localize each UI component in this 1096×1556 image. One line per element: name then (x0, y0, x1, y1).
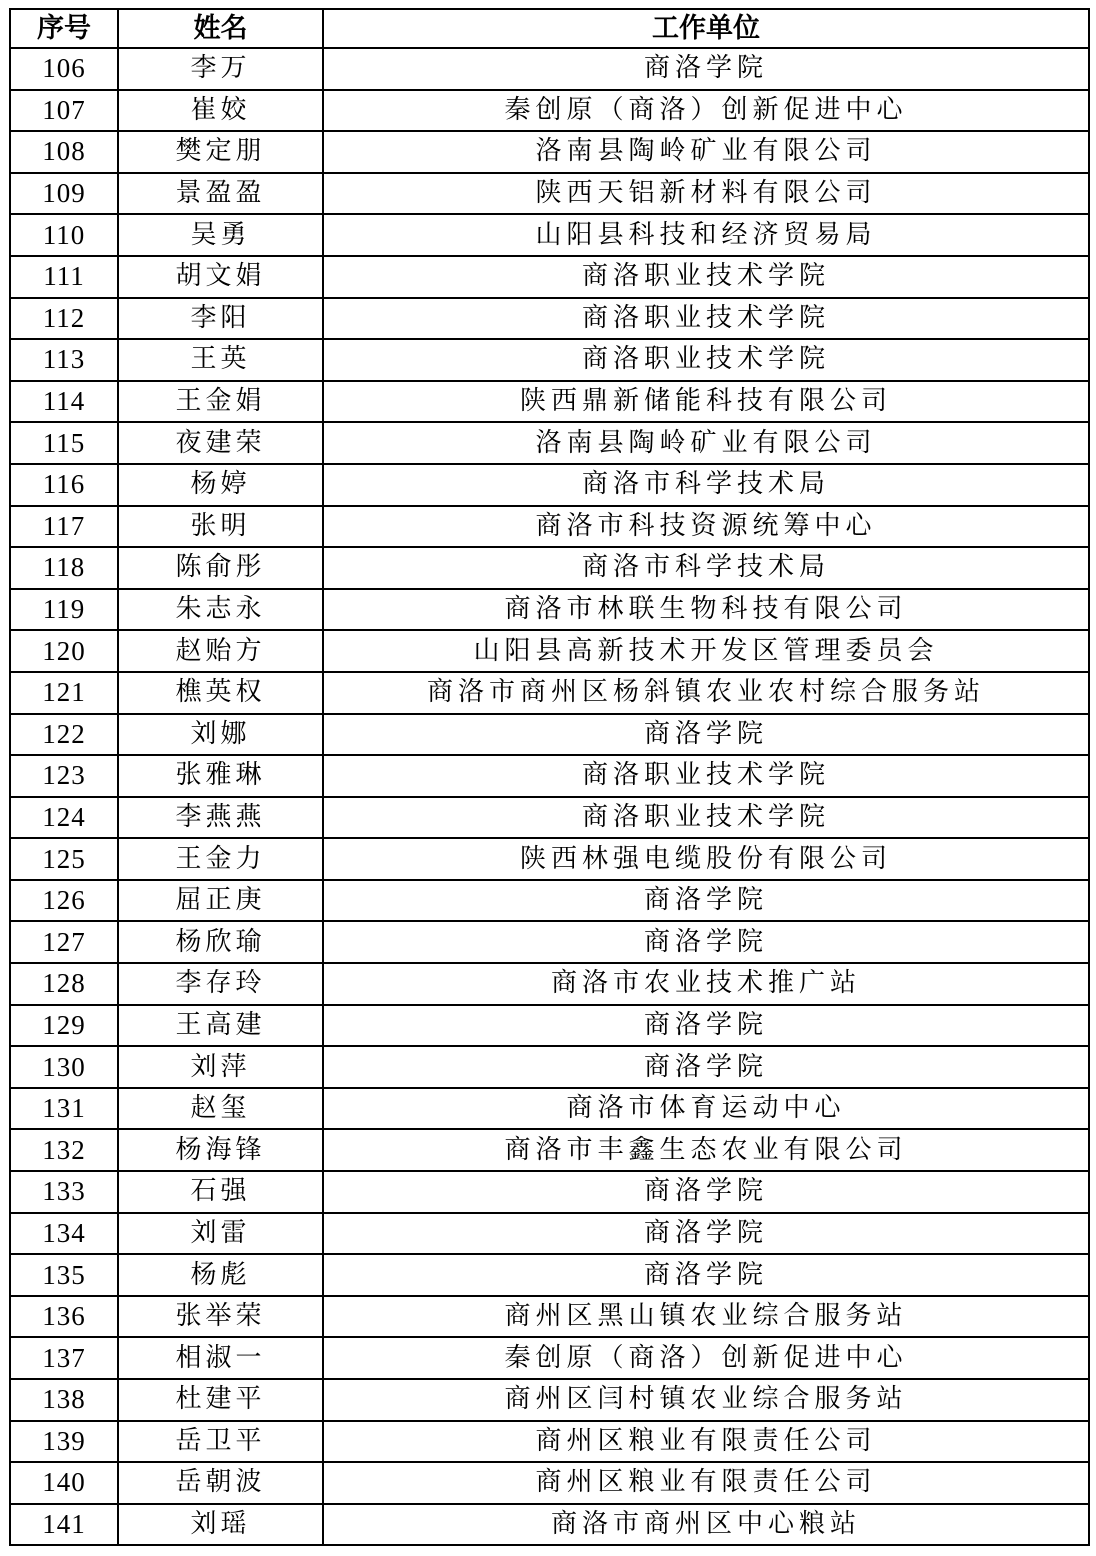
row-number: 121 (10, 672, 118, 714)
work-unit: 商洛职业技术学院 (323, 797, 1089, 839)
work-unit: 秦创原（商洛）创新促进中心 (323, 90, 1089, 132)
table-row (10, 173, 1089, 215)
person-name: 樵英权 (118, 672, 323, 714)
row-number: 135 (10, 1254, 118, 1296)
person-name: 吴勇 (118, 214, 323, 256)
person-name: 景盈盈 (118, 173, 323, 215)
table-row (10, 755, 1089, 797)
table-row (10, 1421, 1089, 1463)
work-unit: 陕西林强电缆股份有限公司 (323, 838, 1089, 880)
table-row (10, 838, 1089, 880)
work-unit: 秦创原（商洛）创新促进中心 (323, 1337, 1089, 1379)
header-organization: 工作单位 (323, 9, 1089, 48)
table-row (10, 381, 1089, 423)
person-name: 刘娜 (118, 714, 323, 756)
row-number: 131 (10, 1088, 118, 1130)
table-row (10, 131, 1089, 173)
person-name: 张雅琳 (118, 755, 323, 797)
row-number: 111 (10, 256, 118, 298)
table-row (10, 672, 1089, 714)
person-name: 杨婷 (118, 464, 323, 506)
row-number: 110 (10, 214, 118, 256)
table-header (10, 9, 1089, 48)
person-name: 崔姣 (118, 90, 323, 132)
row-number: 140 (10, 1462, 118, 1504)
table-row (10, 547, 1089, 589)
table-row (10, 1379, 1089, 1421)
row-number: 137 (10, 1337, 118, 1379)
work-unit: 商洛学院 (323, 1213, 1089, 1255)
work-unit: 商洛市农业技术推广站 (323, 963, 1089, 1005)
work-unit: 商洛市商州区中心粮站 (323, 1504, 1089, 1546)
person-name: 胡文娟 (118, 256, 323, 298)
work-unit: 陕西天铝新材料有限公司 (323, 173, 1089, 215)
row-number: 129 (10, 1005, 118, 1047)
person-name: 陈俞彤 (118, 547, 323, 589)
row-number: 119 (10, 589, 118, 631)
work-unit: 陕西鼎新储能科技有限公司 (323, 381, 1089, 423)
person-name: 张举荣 (118, 1296, 323, 1338)
table-row (10, 1005, 1089, 1047)
work-unit: 商州区粮业有限责任公司 (323, 1462, 1089, 1504)
table-row (10, 1088, 1089, 1130)
person-name: 李万 (118, 48, 323, 90)
table-row (10, 48, 1089, 90)
person-name: 李燕燕 (118, 797, 323, 839)
person-name: 王金娟 (118, 381, 323, 423)
table-row (10, 1504, 1089, 1546)
table-row (10, 797, 1089, 839)
row-number: 132 (10, 1129, 118, 1171)
row-number: 108 (10, 131, 118, 173)
person-name: 刘瑶 (118, 1504, 323, 1546)
work-unit: 洛南县陶岭矿业有限公司 (323, 422, 1089, 464)
work-unit: 商洛职业技术学院 (323, 339, 1089, 381)
work-unit: 商洛学院 (323, 48, 1089, 90)
row-number: 127 (10, 921, 118, 963)
work-unit: 山阳县高新技术开发区管理委员会 (323, 630, 1089, 672)
table-row (10, 90, 1089, 132)
header-name: 姓名 (118, 9, 323, 48)
person-name: 张明 (118, 506, 323, 548)
table-row (10, 963, 1089, 1005)
table-row (10, 921, 1089, 963)
person-name: 王高建 (118, 1005, 323, 1047)
work-unit: 商州区黑山镇农业综合服务站 (323, 1296, 1089, 1338)
row-number: 120 (10, 630, 118, 672)
table-row (10, 1462, 1089, 1504)
header-row (10, 9, 1089, 48)
row-number: 124 (10, 797, 118, 839)
row-number: 136 (10, 1296, 118, 1338)
row-number: 115 (10, 422, 118, 464)
table-row (10, 506, 1089, 548)
person-name: 相淑一 (118, 1337, 323, 1379)
table-row (10, 1213, 1089, 1255)
work-unit: 商洛市科学技术局 (323, 547, 1089, 589)
work-unit: 商洛市体育运动中心 (323, 1088, 1089, 1130)
table-row (10, 714, 1089, 756)
work-unit: 山阳县科技和经济贸易局 (323, 214, 1089, 256)
row-number: 123 (10, 755, 118, 797)
work-unit: 商洛学院 (323, 1254, 1089, 1296)
row-number: 128 (10, 963, 118, 1005)
work-unit: 洛南县陶岭矿业有限公司 (323, 131, 1089, 173)
table-row (10, 880, 1089, 922)
table-row (10, 214, 1089, 256)
row-number: 122 (10, 714, 118, 756)
work-unit: 商洛学院 (323, 1005, 1089, 1047)
person-name: 王金力 (118, 838, 323, 880)
row-number: 126 (10, 880, 118, 922)
person-name: 朱志永 (118, 589, 323, 631)
person-name: 樊定朋 (118, 131, 323, 173)
row-number: 141 (10, 1504, 118, 1546)
work-unit: 商洛市科技资源统筹中心 (323, 506, 1089, 548)
row-number: 114 (10, 381, 118, 423)
table-row (10, 464, 1089, 506)
row-number: 130 (10, 1046, 118, 1088)
work-unit: 商洛市丰鑫生态农业有限公司 (323, 1129, 1089, 1171)
table-row (10, 630, 1089, 672)
table-row (10, 1046, 1089, 1088)
person-name: 岳朝波 (118, 1462, 323, 1504)
row-number: 109 (10, 173, 118, 215)
person-name: 杨欣瑜 (118, 921, 323, 963)
work-unit: 商洛学院 (323, 1171, 1089, 1213)
table-row (10, 1129, 1089, 1171)
table-row (10, 422, 1089, 464)
work-unit: 商洛学院 (323, 714, 1089, 756)
row-number: 107 (10, 90, 118, 132)
person-name: 夜建荣 (118, 422, 323, 464)
person-name: 屈正庚 (118, 880, 323, 922)
work-unit: 商洛学院 (323, 880, 1089, 922)
row-number: 133 (10, 1171, 118, 1213)
person-name: 杜建平 (118, 1379, 323, 1421)
person-name: 石强 (118, 1171, 323, 1213)
row-number: 106 (10, 48, 118, 90)
header-number: 序号 (10, 9, 118, 48)
person-name: 王英 (118, 339, 323, 381)
work-unit: 商洛职业技术学院 (323, 298, 1089, 340)
work-unit: 商洛学院 (323, 1046, 1089, 1088)
work-unit: 商洛职业技术学院 (323, 755, 1089, 797)
row-number: 118 (10, 547, 118, 589)
work-unit: 商州区闫村镇农业综合服务站 (323, 1379, 1089, 1421)
table-body (10, 48, 1089, 1545)
row-number: 117 (10, 506, 118, 548)
table-row (10, 298, 1089, 340)
person-name: 李存玲 (118, 963, 323, 1005)
work-unit: 商洛职业技术学院 (323, 256, 1089, 298)
work-unit: 商洛市科学技术局 (323, 464, 1089, 506)
row-number: 113 (10, 339, 118, 381)
table-row (10, 1337, 1089, 1379)
person-name: 岳卫平 (118, 1421, 323, 1463)
roster-table (9, 8, 1090, 1546)
person-name: 李阳 (118, 298, 323, 340)
person-name: 杨彪 (118, 1254, 323, 1296)
table-row (10, 1254, 1089, 1296)
person-name: 刘雷 (118, 1213, 323, 1255)
table-row (10, 589, 1089, 631)
table-row (10, 1296, 1089, 1338)
row-number: 134 (10, 1213, 118, 1255)
row-number: 139 (10, 1421, 118, 1463)
row-number: 125 (10, 838, 118, 880)
table-row (10, 256, 1089, 298)
person-name: 赵贻方 (118, 630, 323, 672)
table-row (10, 1171, 1089, 1213)
work-unit: 商洛学院 (323, 921, 1089, 963)
table-row (10, 339, 1089, 381)
row-number: 138 (10, 1379, 118, 1421)
person-name: 杨海锋 (118, 1129, 323, 1171)
work-unit: 商洛市林联生物科技有限公司 (323, 589, 1089, 631)
person-name: 赵玺 (118, 1088, 323, 1130)
work-unit: 商州区粮业有限责任公司 (323, 1421, 1089, 1463)
work-unit: 商洛市商州区杨斜镇农业农村综合服务站 (323, 672, 1089, 714)
row-number: 116 (10, 464, 118, 506)
person-name: 刘萍 (118, 1046, 323, 1088)
row-number: 112 (10, 298, 118, 340)
